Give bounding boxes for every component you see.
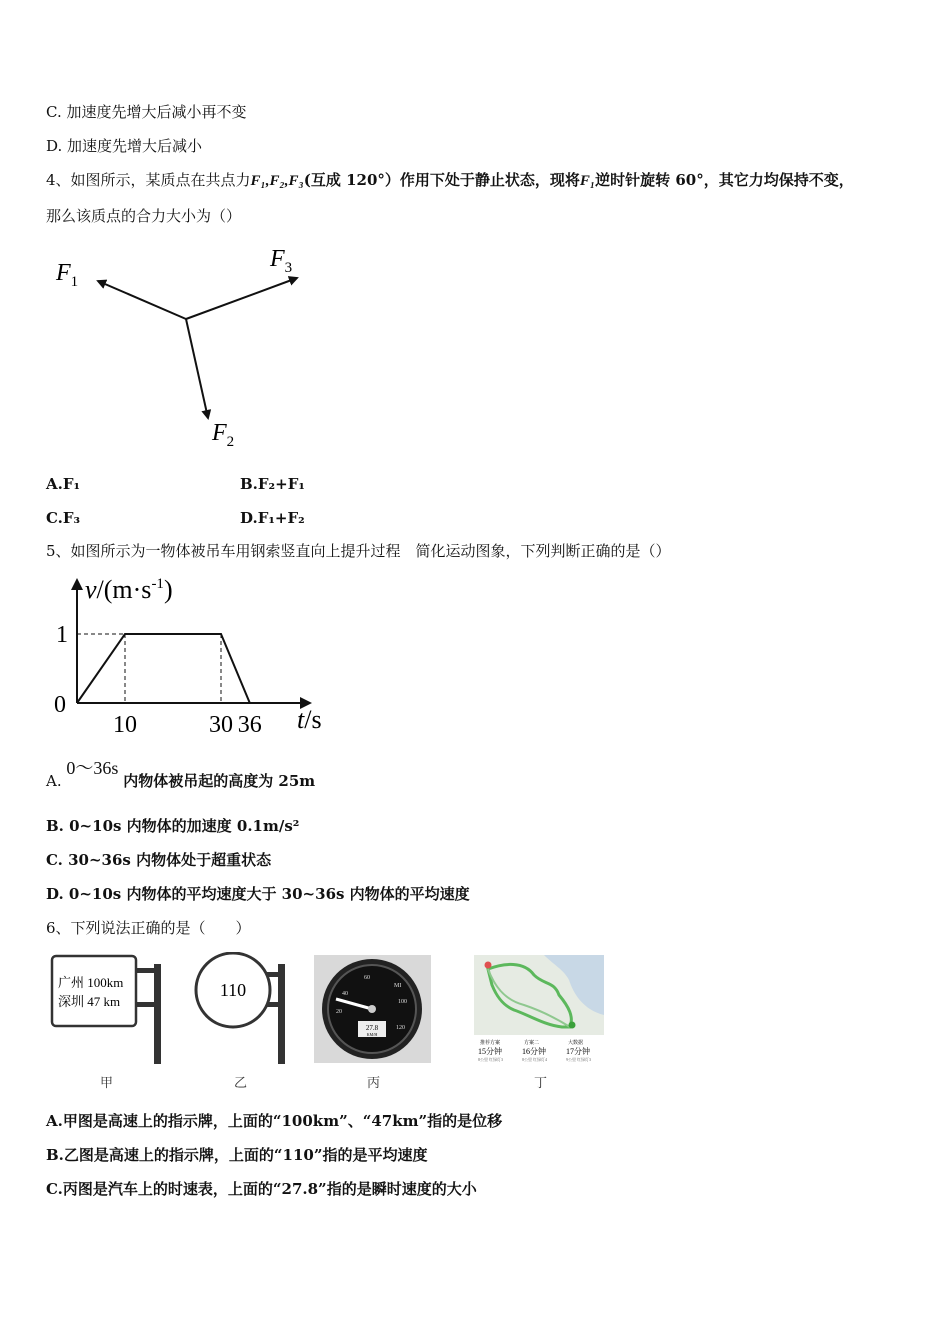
svg-text:20: 20	[336, 1009, 342, 1015]
sign-jia	[50, 954, 165, 1066]
svg-text:大数据: 大数据	[568, 1041, 584, 1046]
q4-stem-b: (互成 120°）作用下处于静止状态，现将	[303, 171, 580, 189]
q5-option-b: B. 0~10s 内物体的加速度 0.1m/s²	[46, 817, 300, 835]
q5-option-d: D. 0~10s 内物体的平均速度大于 30~36s 内物体的平均速度	[46, 885, 470, 903]
velocity-time-chart	[40, 566, 340, 746]
q6-option-b: B.乙图是高速上的指示牌，上面的“110”指的是平均速度	[46, 1146, 428, 1164]
q4-stem-a: 4、如图所示，某质点在共点力	[46, 171, 251, 189]
x-tick-labels	[113, 712, 262, 738]
guide-lines	[77, 634, 221, 703]
svg-text:8公里 红绿灯4: 8公里 红绿灯4	[522, 1057, 547, 1062]
force-f1-label: $F_1$	[56, 260, 79, 290]
speedometer-reading: 27.8	[365, 1024, 379, 1032]
speedometer-photo	[314, 955, 431, 1063]
q4-forces: F₁,F₂,F₃	[250, 173, 304, 189]
q4-option-c: C.F₃	[46, 509, 81, 527]
sign-yi	[192, 952, 292, 1066]
x-axis-label: t/s	[297, 705, 322, 734]
svg-text:100: 100	[398, 999, 407, 1005]
svg-text:60: 60	[364, 975, 370, 981]
q6-option-c: C.丙图是汽车上的时速表，上面的“27.8”指的是瞬时速度的大小	[46, 1180, 477, 1198]
svg-text:方案二: 方案二	[524, 1041, 540, 1046]
q5-option-a-text: 内物体被吊起的高度为 25m	[123, 772, 316, 790]
caption-ding: 丁	[534, 1076, 548, 1091]
force-f3-arrow	[186, 278, 297, 319]
q4-option-b: B.F₂+F₁	[240, 475, 305, 493]
q5-stem: 5、如图所示为一物体被吊车用钢索竖直向上提升过程 简化运动图象，下列判断正确的是（）	[46, 542, 671, 560]
q4-stem-line2: 那么该质点的合力大小为（）	[46, 207, 242, 225]
y-axis-label: $v/(m\cdot s^{-1})$	[85, 575, 173, 604]
caption-bing: 丙	[367, 1076, 381, 1091]
route-time-2: 16分钟	[522, 1047, 546, 1056]
svg-text:推荐方案: 推荐方案	[480, 1041, 501, 1046]
x-tick-36: 36	[237, 712, 262, 738]
svg-text:120: 120	[396, 1025, 405, 1031]
force-f2-label: $F_2$	[212, 420, 235, 450]
q4-stem-c: 逆时针旋转 60°，其它力均保持不变，	[595, 171, 854, 189]
caption-jia: 甲	[100, 1076, 114, 1091]
start-marker-icon	[485, 962, 492, 969]
x-tick-10: 10	[113, 712, 137, 738]
force-f3-label: $F_3$	[270, 246, 293, 276]
end-marker-icon	[569, 1022, 576, 1029]
x-tick-30: 30	[209, 712, 233, 738]
q5-option-a-prefix: A.	[46, 772, 62, 790]
q3-option-c: C. 加速度先增大后减小再不变	[46, 103, 247, 121]
force-f2-arrow	[186, 319, 208, 418]
q4-option-a: A.F₁	[46, 475, 81, 493]
q4-stem	[46, 170, 854, 191]
q5-option-c: C. 30~36s 内物体处于超重状态	[46, 851, 272, 869]
q5-option-a	[46, 758, 316, 791]
q6-stem: 6、下列说法正确的是（ ）	[46, 919, 251, 937]
sign-jia-line2: 深圳 47 km	[58, 994, 121, 1009]
q3-option-d: D. 加速度先增大后减小	[46, 137, 203, 155]
caption-yi: 乙	[234, 1076, 248, 1091]
force-diagram	[40, 238, 320, 458]
q4-f1: F₁	[579, 173, 596, 189]
route-time-3: 17分钟	[566, 1047, 590, 1056]
sign-jia-line1: 广州 100km	[58, 975, 124, 990]
q6-option-a: A.甲图是高速上的指示牌，上面的“100km”、“47km”指的是位移	[46, 1112, 503, 1130]
svg-text:40: 40	[342, 991, 348, 997]
sign-yi-speed: 110	[219, 980, 247, 1000]
navigation-map	[474, 955, 604, 1065]
route-time-1: 15分钟	[478, 1047, 502, 1056]
svg-text:MI: MI	[394, 983, 402, 989]
force-f1-arrow	[98, 281, 186, 319]
origin-label: 0	[54, 692, 66, 718]
q4-option-d: D.F₁+F₂	[240, 509, 305, 527]
svg-text:9公里 红绿灯3: 9公里 红绿灯3	[566, 1057, 591, 1062]
y-tick-1: 1	[56, 622, 68, 648]
q5-option-a-formula: 0～36s	[66, 758, 119, 778]
velocity-series-line	[77, 634, 250, 703]
svg-text:8公里 红绿灯3: 8公里 红绿灯3	[478, 1057, 503, 1062]
speedometer-unit: KM/H	[366, 1032, 378, 1037]
